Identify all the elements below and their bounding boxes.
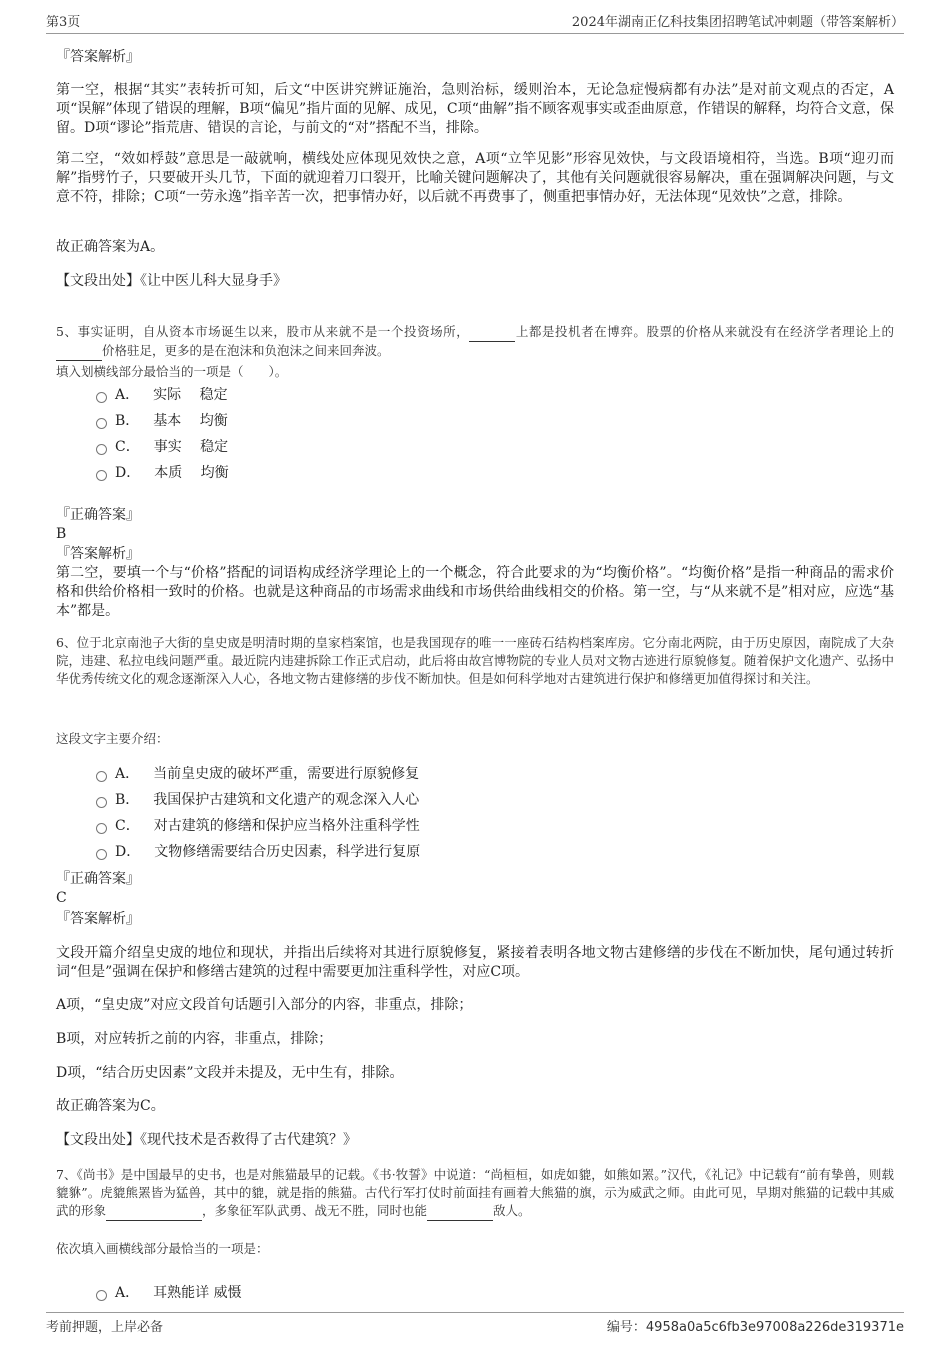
- q5-stem-part-3: 价格驻足，更多的是在泡沫和负泡沫之间来回奔波。: [102, 343, 390, 358]
- q5-prompt: 填入划横线部分最恰当的一项是（ ）。: [56, 364, 288, 379]
- option-text: 基本 均衡: [153, 413, 228, 429]
- document-code: [607, 1316, 904, 1335]
- q4-source: 【文段出处】《让中医儿科大显身手》: [56, 273, 287, 289]
- code-value: 4958a0a5c6fb3e97008a226de319371e: [645, 1320, 904, 1335]
- radio-icon[interactable]: [96, 797, 107, 808]
- option-label: A．: [115, 1285, 140, 1301]
- q4-analysis-paragraph-1: 第一空，根据“其实”表转折可知，后文“中医讲究辨证施治，急则治标，缓则治本，无论急症慢病都有办法”是对前文观点的否定，A项“误解”体现了错误的理解，B项“偏见”指片面的见解、成见，C项“曲解”指不顾客观事实或歪曲原意，作错误的解释，均符合文意，保留。D项“谬论”指荒唐、错误的言论，与前文的“对”搭配不当，排除。: [56, 82, 894, 136]
- q6-option-d[interactable]: [96, 842, 856, 862]
- q7-stem-part-1: 7、《尚书》是中国最早的史书，也是对熊猫最早的记载。《书·牧誓》中说道：“尚桓桓，如虎如貔，如熊如罴。”汉代，《礼记》中记载有“前有挚兽，则载貔貅”。虎貔熊罴皆为猛兽，其中的貔，就是指的熊猫。古代行军打仗时前面挂有画着大熊猫的旗，示为威武之师。由此可见，早期对熊猫的记载中其威武的形象: [56, 1167, 894, 1218]
- option-label: B．: [115, 792, 140, 808]
- option-label: C．: [115, 818, 140, 834]
- code-label: 编号：: [606, 1320, 646, 1335]
- q6-conclusion: 故正确答案为C。: [56, 1098, 165, 1114]
- q5-answer: B: [56, 526, 67, 542]
- q6-source: 【文段出处】《现代技术是否救得了古代建筑？》: [56, 1132, 357, 1148]
- q7-prompt: 依次填入画横线部分最恰当的一项是：: [56, 1241, 269, 1256]
- radio-icon[interactable]: [96, 1290, 107, 1301]
- q4-analysis-label: 『答案解析』: [56, 49, 140, 65]
- radio-icon[interactable]: [96, 849, 107, 860]
- q6-option-b[interactable]: [96, 790, 856, 810]
- q5-stem-part-1: 5、事实证明，自从资本市场诞生以来，股市从来就不是一个投资场所，: [56, 324, 470, 339]
- option-label: D．: [115, 465, 141, 481]
- radio-icon[interactable]: [96, 418, 107, 429]
- radio-icon[interactable]: [96, 444, 107, 455]
- option-text: 对古建筑的修缮和保护应当格外注重科学性: [153, 818, 420, 834]
- q6-analysis-paragraph-1: 文段开篇介绍皇史宬的地位和现状，并指出后续将对其进行原貌修复，紧接着表明各地文物古建修缮的步伐在不断加快，尾句通过转折词“但是”强调在保护和修缮古建筑的过程中需要更加注重科学性，对应C项。: [56, 945, 894, 980]
- page-footer: [46, 1312, 904, 1334]
- q6-analysis-option-d: D项，“结合历史因素”文段并未提及，无中生有，排除。: [56, 1065, 404, 1081]
- q7-stem-part-3: 敌人。: [493, 1203, 531, 1218]
- q6-analysis-option-b: B项，对应转折之前的内容，非重点，排除；: [56, 1031, 333, 1047]
- q5-stem-part-2: 上都是投机者在博弈。股票的价格从来就没有在经济学者理论上的: [515, 324, 894, 339]
- q6-answer-label: 『正确答案』: [56, 871, 140, 887]
- q6-analysis-option-a: A项，“皇史宬”对应文段首句话题引入部分的内容，非重点，排除；: [56, 997, 473, 1013]
- radio-icon[interactable]: [96, 823, 107, 834]
- q5-option-c[interactable]: [96, 437, 856, 457]
- q6-option-c[interactable]: [96, 816, 856, 836]
- radio-icon[interactable]: [96, 392, 107, 403]
- option-label: D．: [115, 844, 141, 860]
- q5-option-b[interactable]: [96, 411, 856, 431]
- q6-option-a[interactable]: [96, 764, 856, 784]
- q7-blank-2: [427, 1202, 493, 1221]
- option-text: 实际 稳定: [153, 387, 228, 403]
- option-label: A．: [115, 766, 140, 782]
- q6-answer: C: [56, 890, 67, 906]
- page-number: 第3页: [46, 15, 81, 30]
- option-text: 耳熟能详 威慑: [153, 1285, 242, 1301]
- q5-stem: [56, 323, 894, 361]
- option-label: A．: [115, 387, 140, 403]
- q4-analysis-paragraph-2: 第二空，“效如桴鼓”意思是一敲就响，横线处应体现见效快之意，A项“立竿见影”形容见效快，与文段语境相符，当选。B项“迎刃而解”指劈竹子，只要破开头几节，下面的就迎着刀口裂开，比喻关键问题解决了，其他有关问题就很容易解决，重在强调解决问题，与文意不符，排除；C项“一劳永逸”指辛苦一次，把事情办好，以后就不再费事了，侧重把事情办好，无法体现“见效快”之意，排除。: [56, 151, 894, 205]
- option-text: 事实 稳定: [153, 439, 229, 455]
- radio-icon[interactable]: [96, 470, 107, 481]
- option-text: 本质 均衡: [154, 465, 229, 481]
- document-title: 2024年湖南正亿科技集团招聘笔试冲刺题（带答案解析）: [571, 15, 904, 30]
- option-label: C．: [115, 439, 140, 455]
- q5-analysis-label: 『答案解析』: [56, 546, 140, 562]
- q7-option-a[interactable]: [96, 1283, 856, 1303]
- footer-slogan: 考前押题，上岸必备: [46, 1320, 164, 1335]
- option-label: B．: [115, 413, 140, 429]
- q7-stem-part-2: ，多象征军队武勇、战无不胜，同时也能: [202, 1203, 428, 1218]
- q5-blank-2: [56, 342, 102, 361]
- q5-option-d[interactable]: [96, 463, 856, 483]
- option-text: 文物修缮需要结合历史因素，科学进行复原: [154, 844, 421, 860]
- q5-answer-label: 『正确答案』: [56, 507, 140, 523]
- page-header: [46, 12, 904, 34]
- option-text: 我国保护古建筑和文化遗产的观念深入人心: [153, 792, 420, 808]
- q5-blank-1: [469, 323, 515, 342]
- q7-stem: [56, 1166, 894, 1221]
- q6-analysis-label: 『答案解析』: [56, 911, 140, 927]
- q7-blank-1: [106, 1202, 202, 1221]
- q6-stem: 6、位于北京南池子大街的皇史宬是明清时期的皇家档案馆，也是我国现存的唯一一座砖石结构档案库房。它分南北两院，由于历史原因，南院成了大杂院，违建、私拉电线问题严重。最近院内违建拆除工作正式启动，此后将由故宫博物院的专业人员对文物古迹进行原貌修复。随着保护文化遗产、弘扬中华优秀传统文化的观念逐渐深入人心，各地文物古建修缮的步伐不断加快。但是如何科学地对古建筑进行保护和修缮更加值得探讨和关注。: [56, 635, 894, 686]
- q5-option-a[interactable]: [96, 385, 856, 405]
- option-text: 当前皇史宬的破坏严重，需要进行原貌修复: [153, 766, 420, 782]
- q5-analysis: 第二空，要填一个与“价格”搭配的词语构成经济学理论上的一个概念，符合此要求的为“均衡价格”。“均衡价格”是指一种商品的需求价格和供给价格相一致时的价格。也就是这种商品的市场需求曲线和市场供给曲线相交的价格。第一空，与“从来就不是”相对应，应选“基本”都是。: [56, 565, 894, 619]
- radio-icon[interactable]: [96, 771, 107, 782]
- q6-prompt: 这段文字主要介绍：: [56, 731, 169, 746]
- q4-conclusion: 故正确答案为A。: [56, 239, 165, 255]
